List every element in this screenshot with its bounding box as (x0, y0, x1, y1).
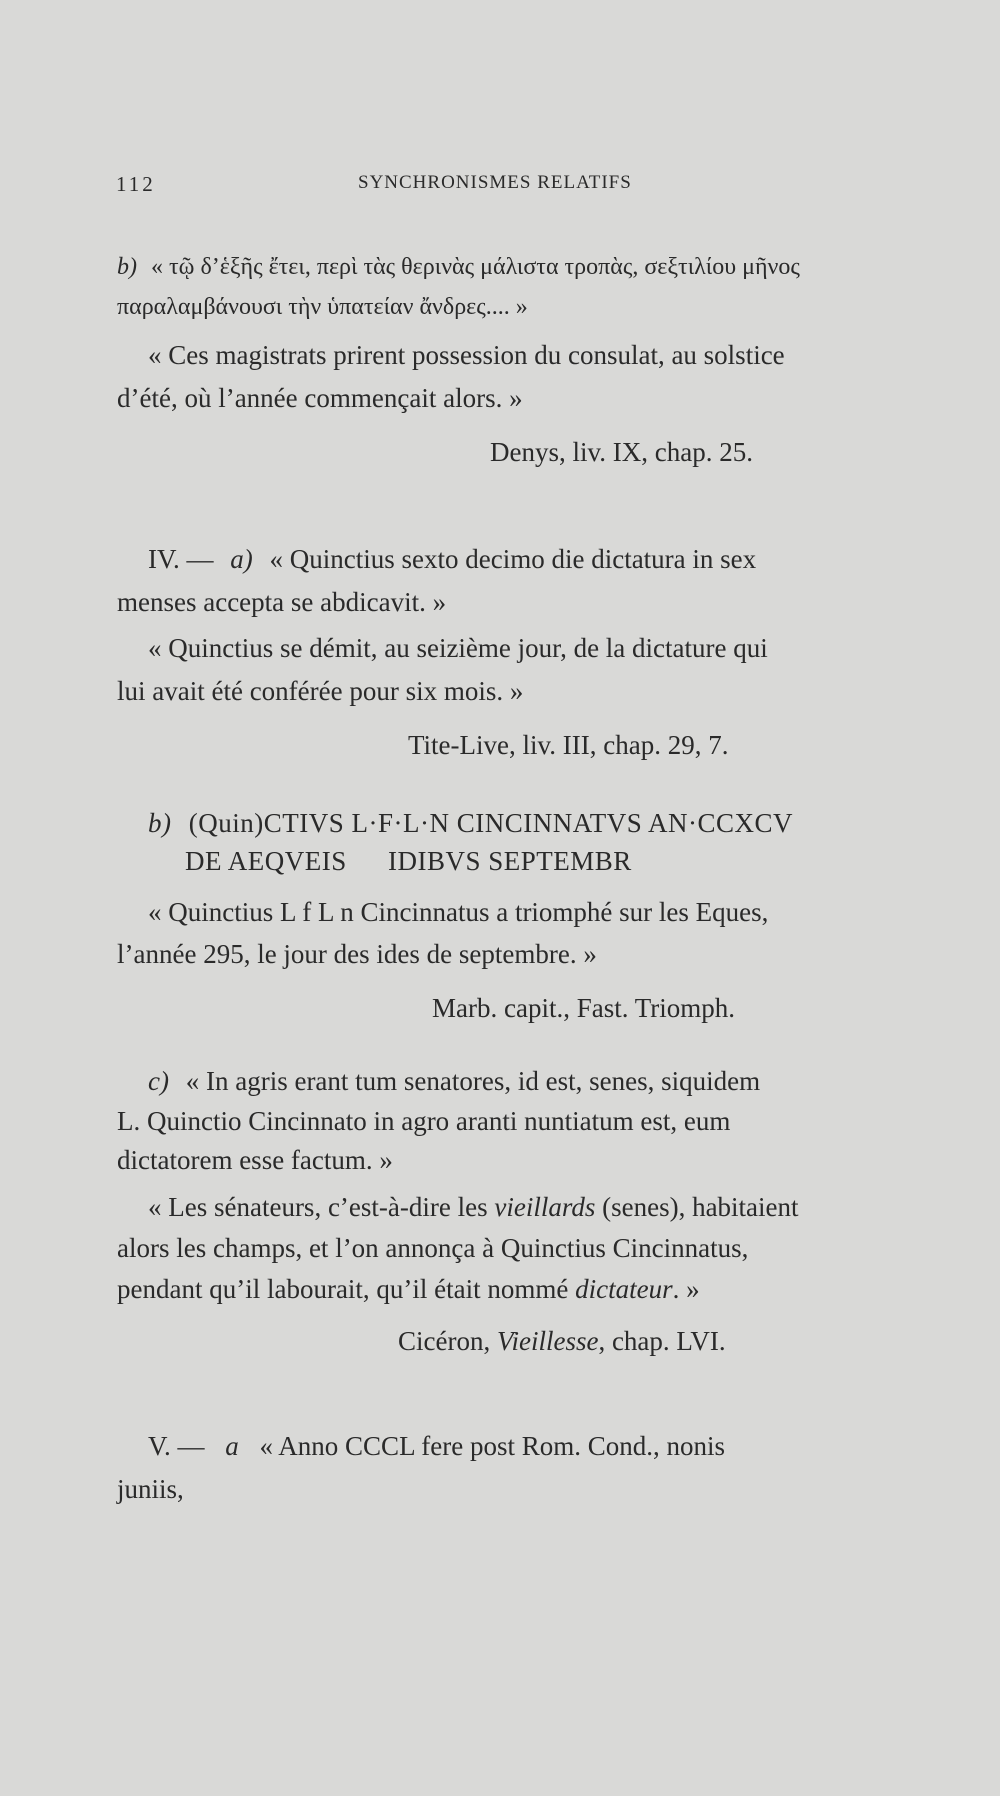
item-label: a) (230, 544, 253, 574)
running-title: SYNCHRONISMES RELATIFS (358, 172, 632, 193)
inscription-text: IDIBVS SEPTEMBR (388, 846, 632, 876)
italic-term: vieillards (494, 1192, 596, 1222)
latin-text: « Anno CCCL fere post Rom. Cond., nonis (259, 1431, 726, 1461)
french-translation-line (148, 1192, 799, 1222)
item-label: b) (148, 808, 172, 838)
latin-quote-line: menses accepta se abdicavit. » (117, 587, 447, 617)
text-run: « Les sénateurs, c’est-à-dire les (148, 1192, 495, 1222)
french-translation-line (117, 1274, 700, 1304)
text-run: . » (672, 1274, 700, 1304)
inscription-line (148, 808, 793, 838)
latin-quote-line (148, 544, 756, 574)
text-run: Cicéron, (398, 1326, 497, 1356)
french-translation-line: d’été, où l’année commençait alors. » (117, 383, 523, 413)
french-translation-line: l’année 295, le jour des ides de septembre. » (117, 939, 597, 969)
latin-text: « In agris erant tum senatores, id est, senes, siquidem (185, 1066, 761, 1096)
inscription-text: DE AEQVEIS (185, 846, 347, 876)
greek-quote-line-1 (117, 252, 887, 282)
latin-quote-line: L. Quinctio Cincinnato in agro aranti nuntiatum est, eum (117, 1106, 731, 1136)
greek-text: « τῷ δ’ἑξῆς ἔτει, περὶ τὰς θερινὰς μάλιστα τροπὰς, σεξτιλίου μῆνος (151, 254, 800, 280)
latin-quote-line: dictatorem esse factum. » (117, 1145, 393, 1175)
source-citation: Tite-Live, liv. III, chap. 29, 7. (408, 730, 729, 760)
latin-quote-line: juniis, (117, 1474, 184, 1504)
latin-quote-line (148, 1066, 760, 1096)
french-translation-line: « Quinctius se démit, au seizième jour, de la dictature qui (148, 633, 768, 663)
inscription-text: (Quin)CTIVS L·F·L·N CINCINNATVS AN·CCXCV (188, 808, 793, 838)
latin-text: « Quinctius sexto decimo die dictatura in sex (269, 544, 757, 574)
italic-term: Vieillesse (496, 1326, 599, 1356)
page-number: 112 (116, 172, 156, 196)
text-run: pendant qu’il labourait, qu’il était nommé (117, 1274, 576, 1304)
text-run: , chap. LVI. (598, 1326, 726, 1356)
source-citation (398, 1326, 726, 1356)
section-numeral: IV. — (148, 544, 214, 574)
french-translation-line: « Ces magistrats prirent possession du consulat, au solstice (148, 340, 785, 370)
french-translation-line: lui avait été conférée pour six mois. » (117, 676, 524, 706)
item-label: c) (148, 1066, 169, 1096)
item-label: b) (117, 254, 137, 280)
french-translation-line: « Quinctius L f L n Cincinnatus a triomphé sur les Eques, (148, 897, 769, 927)
source-citation: Denys, liv. IX, chap. 25. (490, 437, 753, 467)
text-run: (senes), habitaient (595, 1192, 799, 1222)
section-numeral: V. — (148, 1431, 205, 1461)
greek-quote-line-2: παραλαμβάνουσι τὴν ὑπατείαν ἄνδρες.... » (117, 294, 528, 320)
source-citation: Marb. capit., Fast. Triomph. (432, 993, 736, 1023)
latin-quote-line (148, 1431, 725, 1461)
italic-term: dictateur (575, 1274, 673, 1304)
french-translation-line: alors les champs, et l’on annonça à Quinctius Cincinnatus, (117, 1233, 749, 1263)
inscription-line (185, 846, 632, 876)
item-label: a (225, 1431, 239, 1461)
